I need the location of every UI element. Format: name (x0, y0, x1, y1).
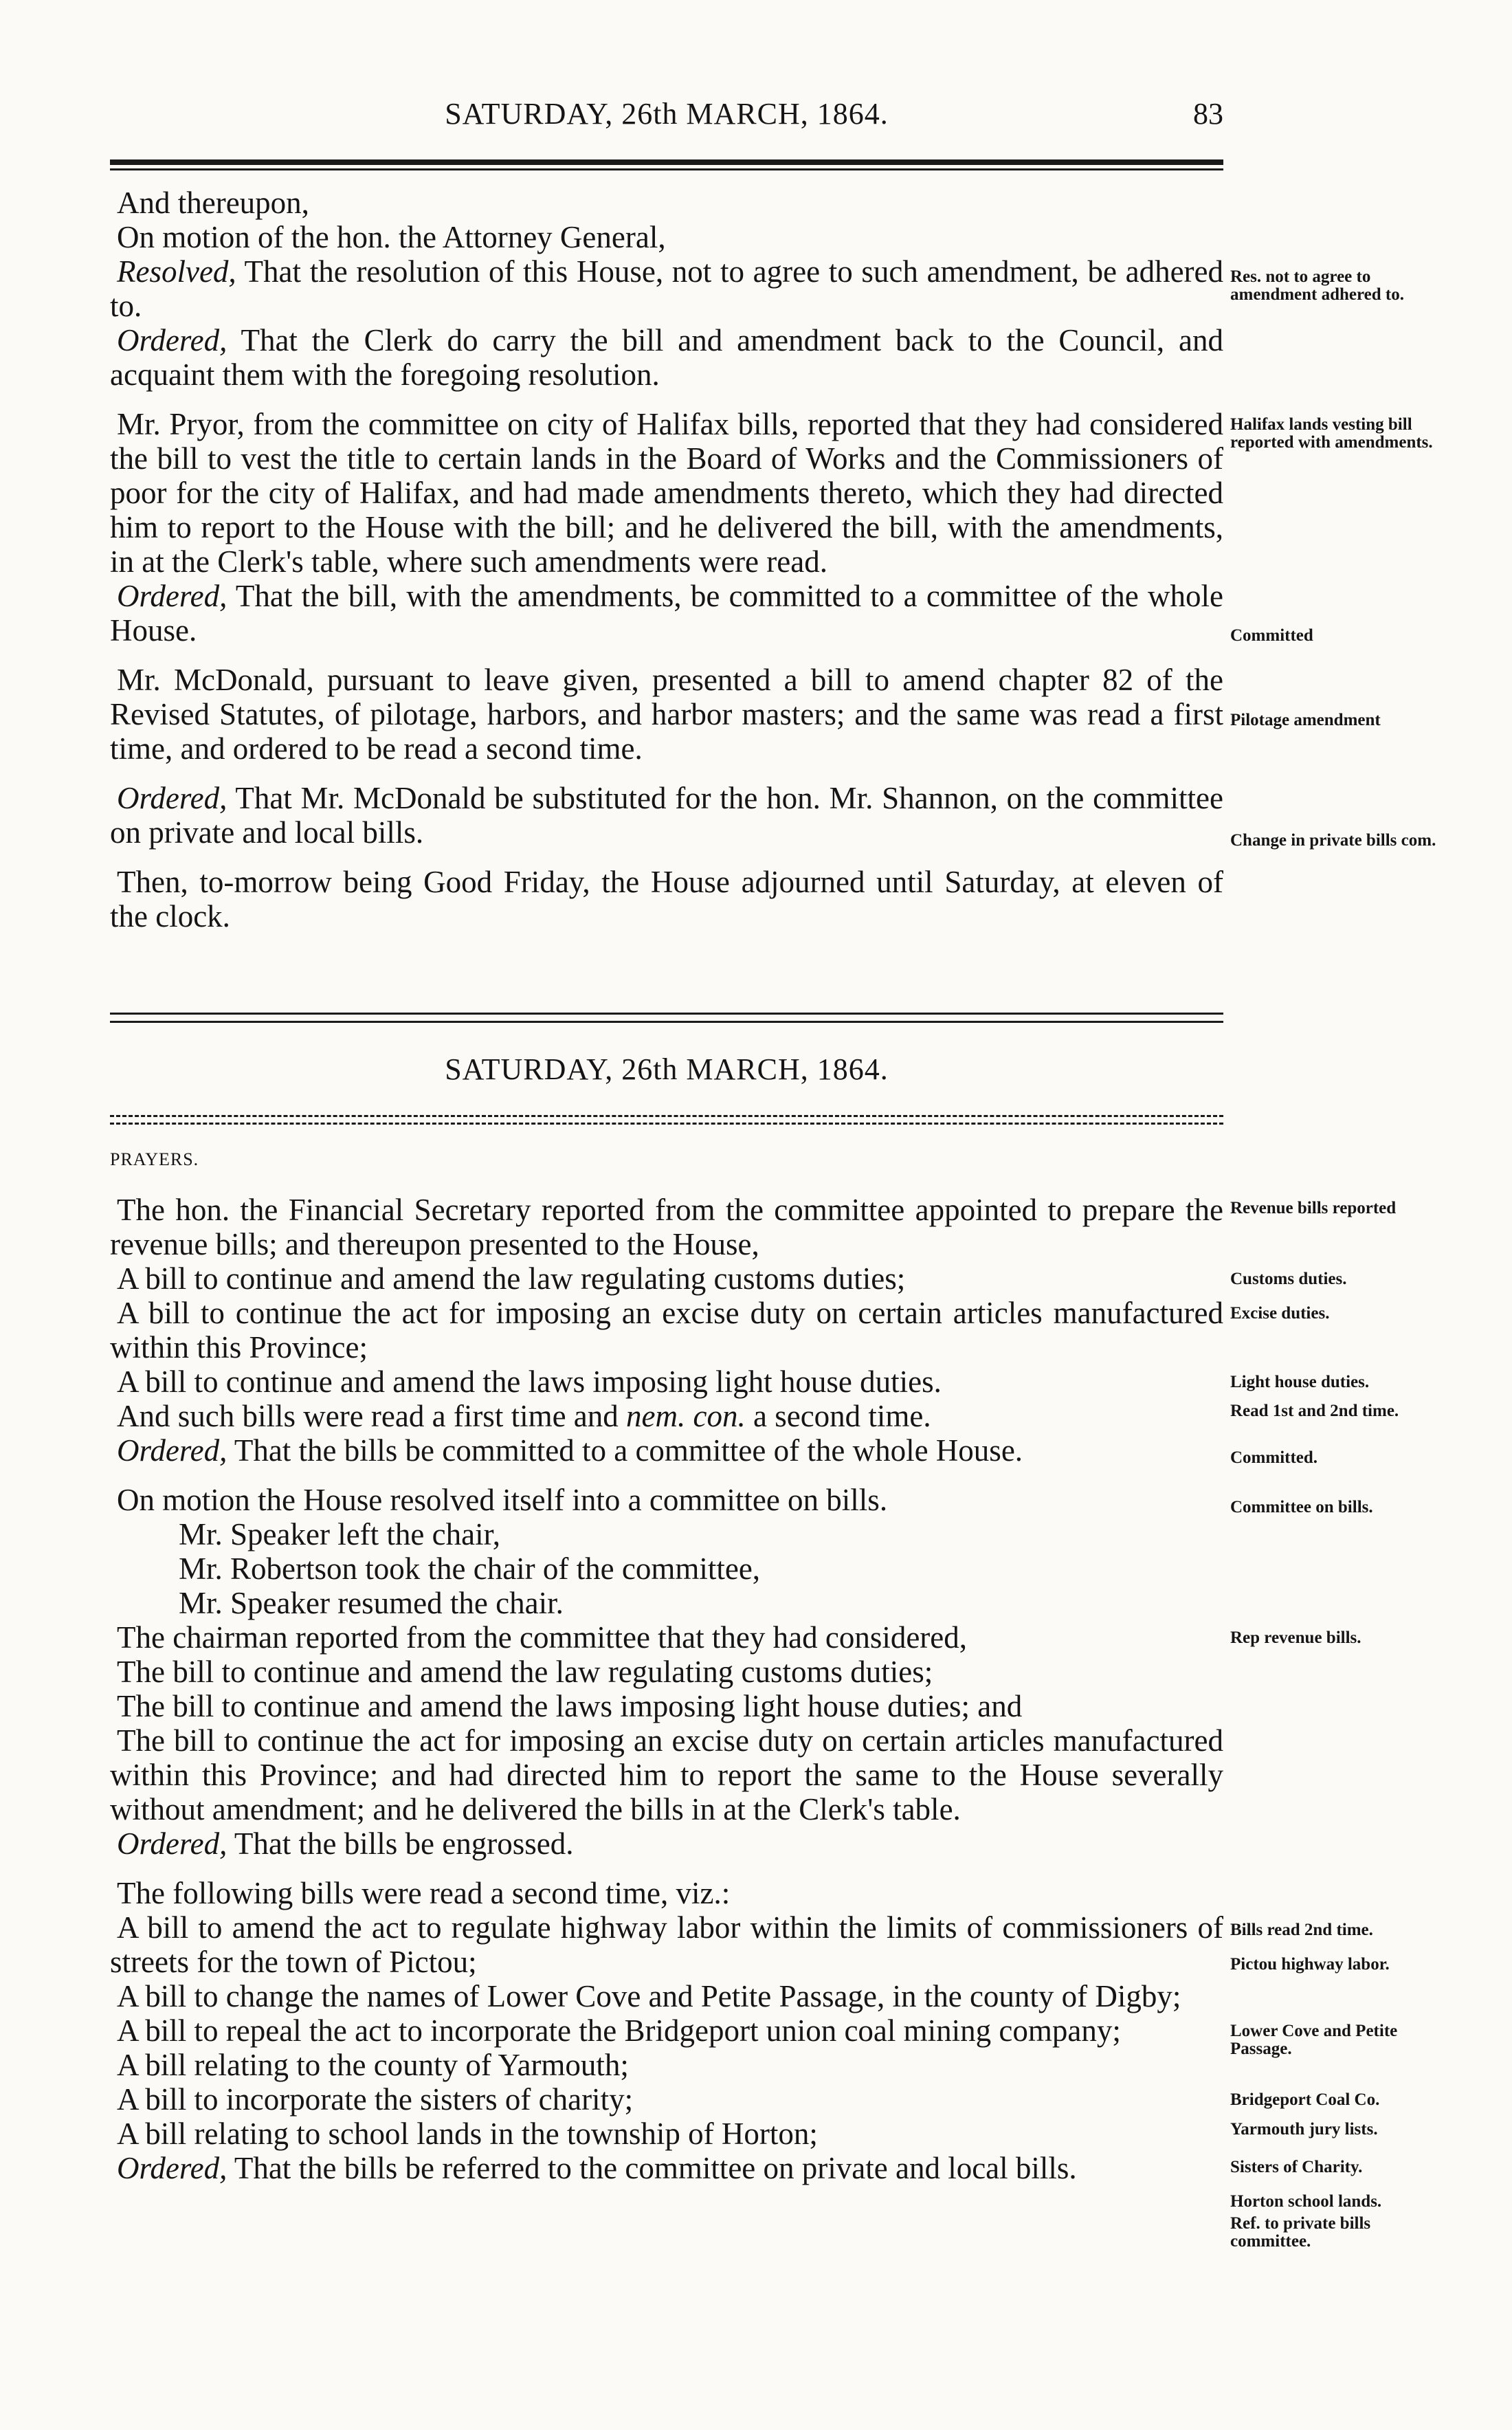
header-rule (110, 159, 1223, 165)
margin-note: Revenue bills reported (1230, 1199, 1397, 1217)
margin-note: Committed (1230, 626, 1313, 645)
header-title: SATURDAY, 26th MARCH, 1864. (445, 97, 889, 131)
bill-item: A bill to incorporate the sisters of charity; (117, 2082, 634, 2117)
para-financial-secretary: The hon. the Financial Secretary reported from the committee appointed to prepare the revenue bills; and thereupon presented to the House, (110, 1193, 1223, 1261)
margin-note: Res. not to agree to amendment adhered to. (1230, 267, 1405, 304)
bill-item: A bill to continue and amend the law regulating customs duties; (117, 1261, 906, 1296)
margin-note: Halifax lands vesting bill reported with amendments. (1230, 415, 1433, 452)
title-rule-dashed (110, 1123, 1223, 1125)
header-rule-thin (110, 168, 1223, 170)
margin-note: Lower Cove and Petite Passage. (1230, 2022, 1398, 2058)
margin-note: Bridgeport Coal Co. (1230, 2090, 1380, 2109)
para-chairman: The chairman reported from the committee that they had considered, (117, 1620, 968, 1655)
speaker-line: Mr. Speaker resumed the chair. (179, 1586, 564, 1620)
para-second-reading: The following bills were read a second time, viz.: (117, 1876, 731, 1910)
section-divider (110, 1021, 1223, 1023)
para-ordered-committed (110, 579, 1223, 648)
margin-note: Committed. (1230, 1448, 1318, 1467)
bill-item: A bill to change the names of Lower Cove and Petite Passage, in the county of Digby; (117, 1979, 1181, 2013)
ordered-word: Ordered, (117, 323, 227, 357)
margin-note: Committee on bills. (1230, 1498, 1373, 1516)
para-adjourned: Then, to-morrow being Good Friday, the House adjourned until Saturday, at eleven of the clock. (110, 865, 1223, 934)
bill-item: The bill to continue and amend the laws imposing light house duties; and (117, 1689, 1023, 1723)
section1-body (110, 186, 1223, 934)
ordered-word: Ordered, (117, 1826, 227, 1861)
ordered-committed-text: That the bills be committed to a committee of the whole House. (234, 1433, 1023, 1468)
ordered-clerk-text: That the Clerk do carry the bill and amendment back to the Council, and acquaint them with the foregoing resolution. (110, 323, 1224, 392)
para-mcdonald: Mr. McDonald, pursuant to leave given, presented a bill to amend chapter 82 of the Revised Statutes, of pilotage, harbors, and harbor masters; and the same was read a first time, and ordered to be read a second time. (110, 663, 1223, 766)
margin-note: Change in private bills com. (1230, 831, 1436, 850)
para-read-first (110, 1399, 1223, 1433)
margin-note: Light house duties. (1230, 1373, 1370, 1391)
ordered-substituted-text: That Mr. McDonald be substituted for the hon. Mr. Shannon, on the committee on private and local bills. (110, 781, 1223, 850)
margin-note: Excise duties. (1230, 1304, 1330, 1323)
engrossed-text: That the bills be engrossed. (234, 1826, 574, 1861)
margin-note: Rep revenue bills. (1230, 1628, 1361, 1647)
ordered-committed-text: That the bill, with the amendments, be committed to a committee of the whole House. (110, 579, 1224, 648)
bill-item: A bill relating to school lands in the township of Horton; (117, 2117, 818, 2151)
para-referred (110, 2151, 1223, 2185)
nem-con: nem. con. (626, 1399, 746, 1433)
para-pryor: Mr. Pryor, from the committee on city of Halifax bills, reported that they had considered the bill to vest the title to certain lands in the Board of Works and the Commissioners of poor for the city of Halifax, and had made amendments thereto, which they had directed him to report to the House with the bill; and he delivered the bill, with the amendments, in at the Clerk's table, where such amendments were read. (110, 407, 1223, 579)
para-resolved (110, 254, 1223, 323)
margin-note: Yarmouth jury lists. (1230, 2120, 1378, 2139)
ordered-word: Ordered, (117, 781, 227, 815)
bill-item: A bill to continue and amend the laws imposing light house duties. (117, 1365, 942, 1399)
resolved-word: Resolved, (117, 254, 236, 289)
margin-note: Sisters of Charity. (1230, 2158, 1363, 2176)
section-divider (110, 1013, 1223, 1015)
ordered-word: Ordered, (117, 1433, 227, 1468)
margin-note: Bills read 2nd time. (1230, 1921, 1373, 1939)
bill-item: The bill to continue the act for imposing an excise duty on certain articles manufactured within this Province; and had directed him to report the same to the House severally without amendment; and he delivered the bills in at the Clerk's table. (110, 1723, 1223, 1826)
bill-item: A bill to continue the act for imposing an excise duty on certain articles manufactured within this Province; (110, 1296, 1223, 1365)
speaker-line: Mr. Speaker left the chair, (179, 1517, 501, 1551)
margin-note: Customs duties. (1230, 1270, 1347, 1288)
para-ordered-clerk (110, 323, 1223, 392)
margin-note: Pilotage amendment (1230, 711, 1381, 729)
ordered-word: Ordered, (117, 579, 227, 613)
section2-body (110, 1193, 1223, 2185)
margin-note: Read 1st and 2nd time. (1230, 1402, 1399, 1420)
margin-note: Horton school lands. (1230, 2192, 1382, 2211)
ordered-word: Ordered, (117, 2151, 227, 2185)
referred-text: That the bills be referred to the committee on private and local bills. (234, 2151, 1077, 2185)
second-time-text: a second time. (753, 1399, 931, 1433)
para-ordered-substituted (110, 781, 1223, 850)
title-rule-dashed (110, 1115, 1223, 1117)
bill-item: The bill to continue and amend the law regulating customs duties; (117, 1655, 933, 1689)
para-ordered-committed (110, 1433, 1223, 1468)
para-engrossed (110, 1826, 1223, 1861)
para-motion: On motion of the hon. the Attorney General, (117, 220, 666, 254)
bill-item: A bill to repeal the act to incorporate the Bridgeport union coal mining company; (117, 2013, 1121, 2048)
resolved-text: That the resolution of this House, not to agree to such amendment, be adhered to. (110, 254, 1224, 323)
read-text: And such bills were read a first time and (117, 1399, 619, 1433)
page-number: 83 (1193, 97, 1223, 131)
para-committee-bills: On motion the House resolved itself into a committee on bills. (117, 1483, 888, 1517)
margin-note: Pictou highway labor. (1230, 1955, 1390, 1974)
bill-item: A bill to amend the act to regulate highway labor within the limits of commissioners of streets for the town of Pictou; (110, 1910, 1223, 1979)
section2-title: SATURDAY, 26th MARCH, 1864. (445, 1052, 889, 1086)
bill-item: A bill relating to the county of Yarmouth; (117, 2048, 629, 2082)
page-header (110, 96, 1223, 144)
speaker-line: Mr. Robertson took the chair of the committee, (179, 1551, 761, 1586)
margin-note: Ref. to private bills committee. (1230, 2214, 1371, 2251)
prayers-heading: PRAYERS. (110, 1149, 199, 1169)
para-thereupon: And thereupon, (117, 186, 309, 220)
